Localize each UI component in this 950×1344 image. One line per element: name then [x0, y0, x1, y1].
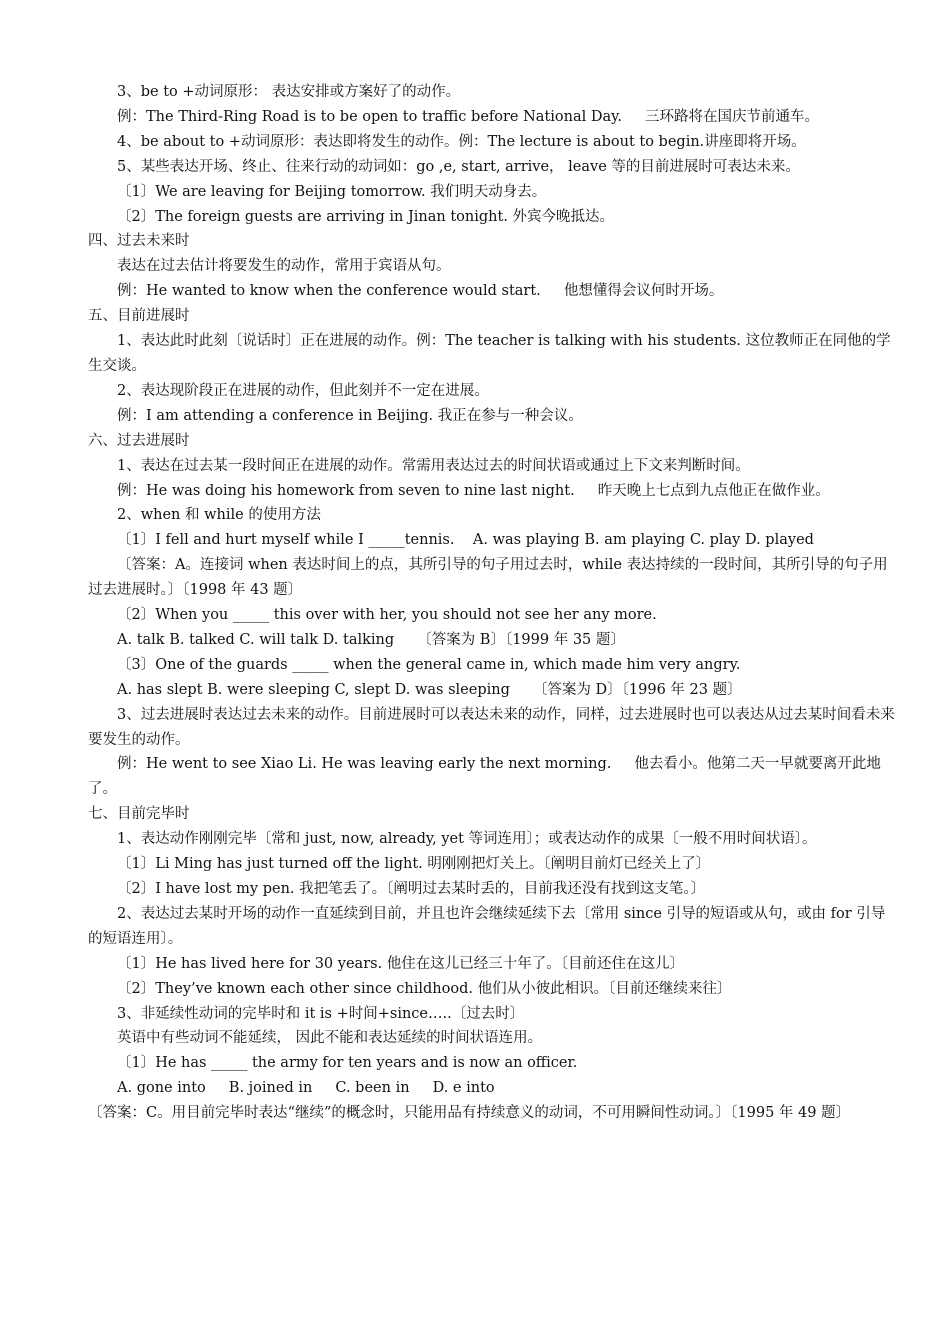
answer-note: 〔答案：A。连接词 when 表达时间上的点，其所引导的句子用过去时，while 表达持续的一段时间，其所引导的句子用过去进展时。〕〔1998 年 43 题〕	[88, 557, 888, 599]
example-line: 例：He went to see Xiao Li. He was leaving early the next morning. 他去看小。他第二天一早就要离开此地了。	[88, 756, 881, 798]
paragraph: 英语中有些动词不能延续， 因此不能和表达延续的时间状语连用。	[117, 1030, 543, 1047]
section-heading: 五、目前进展时	[88, 308, 190, 325]
document-body	[88, 80, 896, 1126]
example-line: 例：He was doing his homework from seven to nine last night. 昨天晚上七点到九点他正在做作业。	[117, 482, 830, 499]
paragraph: 3、非延续性动词的完毕时和 it is +时间+since…..〔过去时〕	[117, 1005, 525, 1022]
paragraph: 4、be about to +动词原形：表达即将发生的动作。例：The lecture is about to begin.讲座即将开场。	[117, 133, 806, 150]
paragraph: 2、表达现阶段正在进展的动作，但此刻并不一定在进展。	[117, 382, 489, 399]
answer-note: 〔答案：C。用目前完毕时表达“继续”的概念时，只能用品有持续意义的动词，不可用瞬间性动词。〕〔1995 年 49 题〕	[88, 1105, 851, 1122]
paragraph: 2、when 和 while 的使用方法	[117, 507, 321, 524]
paragraph: 1、表达在过去某一段时间正在进展的动作。常需用表达过去的时间状语或通过上下文来判断时间。	[117, 457, 750, 474]
paragraph: 3、be to +动词原形： 表达安排或方案好了的动作。	[117, 84, 461, 100]
paragraph: 1、表达动作刚刚完毕〔常和 just, now, already, yet 等词连用〕；或表达动作的成果〔一般不用时间状语〕。	[117, 831, 817, 848]
paragraph: 2、表达过去某时开场的动作一直延续到目前，并且也许会继续延续下去〔常用 since 引导的短语或从句，或由 for 引导的短语连用〕。	[88, 905, 886, 947]
paragraph: 1、表达此时此刻〔说话时〕正在进展的动作。例：The teacher is talking with his students. 这位教师正在同他的学生交谈。	[88, 333, 891, 374]
example-line: 〔2〕They’ve known each other since childhood. 他们从小彼此相识。〔目前还继续来往〕	[117, 980, 732, 997]
paragraph: 5、某些表达开场、终止、往来行动的动词如：go ,e, start, arrive， leave 等的目前进展时可表达未来。	[117, 158, 800, 175]
section-heading: 四、过去未来时	[88, 233, 190, 250]
exercise-options: A. talk B. talked C. will talk D. talking 〔答案为 B〕〔1999 年 35 题〕	[117, 631, 625, 648]
example-line: 例：He wanted to know when the conference would start. 他想懂得会议何时开场。	[117, 283, 724, 300]
example-line: 〔1〕Li Ming has just turned off the light. 明刚刚把灯关上。〔阐明目前灯已经关上了〕	[117, 856, 711, 873]
example-line: 〔2〕I have lost my pen. 我把笔丢了。〔阐明过去某时丢的，目前我还没有找到这支笔。〕	[117, 881, 706, 897]
example-line: 例：The Third-Ring Road is to be open to traffic before National Day. 三环路将在国庆节前通车。	[117, 108, 820, 125]
example-line: 例：I am attending a conference in Beijing. 我正在参与一种会议。	[117, 407, 583, 424]
example-line: 〔1〕We are leaving for Beijing tomorrow. 我们明天动身去。	[117, 183, 547, 200]
section-heading: 六、过去进展时	[88, 432, 190, 449]
paragraph: 3、过去进展时表达过去未来的动作。目前进展时可以表达未来的动作，同样，过去进展时也可以表达从过去某时间看未来要发生的动作。	[88, 706, 895, 748]
paragraph: 表达在过去估计将要发生的动作，常用于宾语从句。	[117, 258, 451, 275]
exercise-question: 〔3〕One of the guards _____ when the general came in, which made him very angry.	[117, 656, 741, 673]
example-line: 〔2〕The foreign guests are arriving in Jinan tonight. 外宾今晚抵达。	[117, 208, 615, 225]
exercise-question: 〔1〕He has _____ the army for ten years and is now an officer.	[117, 1055, 578, 1072]
exercise-options: A. has slept B. were sleeping C, slept D. was sleeping 〔答案为 D〕〔1996 年 23 题〕	[117, 681, 742, 698]
exercise-question: 〔2〕When you _____ this over with her, you should not see her any more.	[117, 607, 657, 624]
section-heading: 七、目前完毕时	[88, 806, 190, 823]
exercise-options: A. gone into B. joined in C. been in D. e into	[117, 1080, 495, 1097]
exercise-question: 〔1〕I fell and hurt myself while I _____tennis. A. was playing B. am playing C. play D. played	[117, 532, 814, 549]
example-line: 〔1〕He has lived here for 30 years. 他住在这儿已经三十年了。〔目前还住在这儿〕	[117, 955, 685, 972]
